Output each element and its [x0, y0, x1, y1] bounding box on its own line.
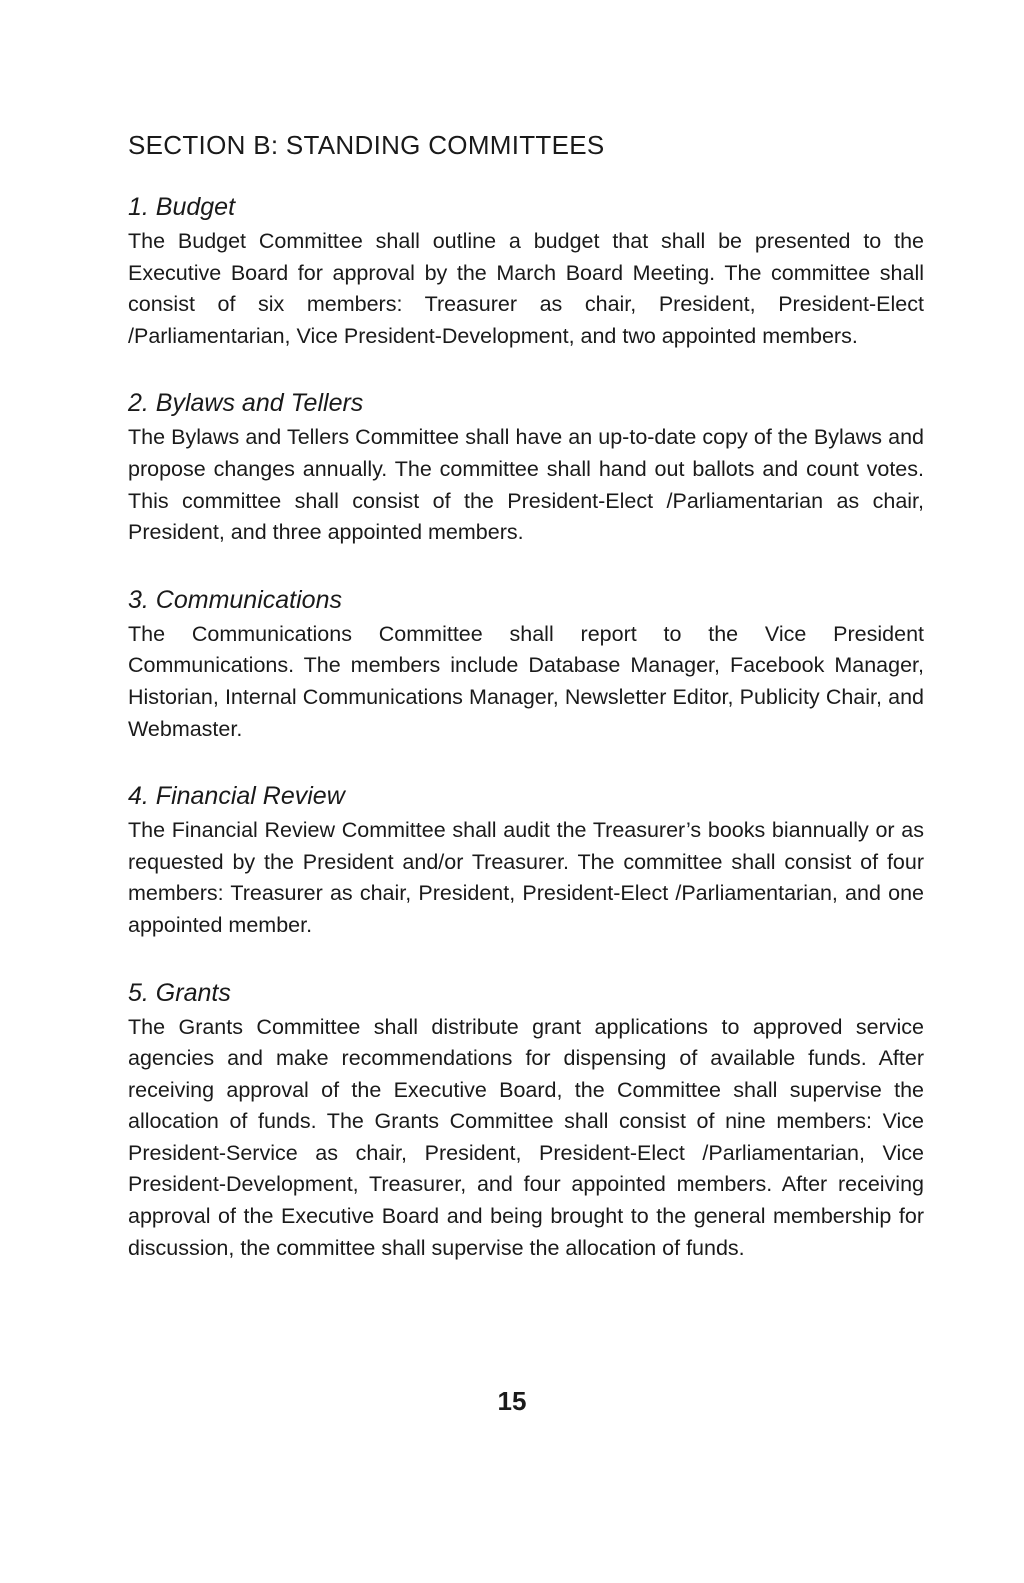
page-content [128, 128, 924, 1298]
committee-heading: 5. Grants [128, 978, 231, 1007]
page-number: 15 [497, 1386, 527, 1416]
committee-communications [128, 583, 924, 745]
committee-heading: 1. Budget [128, 193, 236, 221]
committee-budget [128, 190, 924, 352]
committee-grants [128, 976, 924, 1265]
committee-heading: 4. Financial Review [128, 782, 345, 811]
committee-description: The Budget Committee shall outline a budget that shall be presented to the Executive Board for approval by the March Board Meeting. The committee shall consist of six members: Treasurer as chair, President, President-Elect /Parliamentarian, Vice President-Development, and two appointed members. [128, 229, 924, 348]
committee-description: The Communications Committee shall report to the Vice President Communications. The members include Database Manager, Facebook Manager, Historian, Internal Communications Manager, Newsletter Editor, Publicity Chair, and Webmaster. [128, 621, 924, 741]
committee-description: The Grants Committee shall distribute grant applications to approved service agencies and make recommendations for dispensing of available funds. After receiving approval of the Executive Board, the Committee shall supervise the allocation of funds. The Grants Committee shall consist of nine members: Vice President-Service as chair, President, President-Elect /Parliamentarian, Vice President-Development, Treasurer, and four appointed members. After receiving approval of the Executive Board and being brought to the general membership for discussion, the committee shall supervise the allocation of funds. [128, 1014, 924, 1260]
section-title: SECTION B: STANDING COMMITTEES [128, 130, 605, 160]
committee-description: The Bylaws and Tellers Committee shall have an up-to-date copy of the Bylaws and propose changes annually. The committee shall hand out ballots and count votes. This committee shall consist of the President-Elect /Parliamentarian as chair, President, and three appointed members. [128, 425, 924, 545]
committee-heading: 2. Bylaws and Tellers [128, 389, 364, 418]
committee-heading: 3. Communications [128, 585, 342, 614]
committee-bylaws-and-tellers [128, 386, 924, 548]
committee-description: The Financial Review Committee shall audit the Treasurer’s books biannually or as requested by the President and/or Treasurer. The committee shall consist of four members: Treasurer as chair, President, President-Elect /Parliamentarian, and one appointed member. [128, 818, 924, 937]
committee-financial-review [128, 779, 924, 941]
